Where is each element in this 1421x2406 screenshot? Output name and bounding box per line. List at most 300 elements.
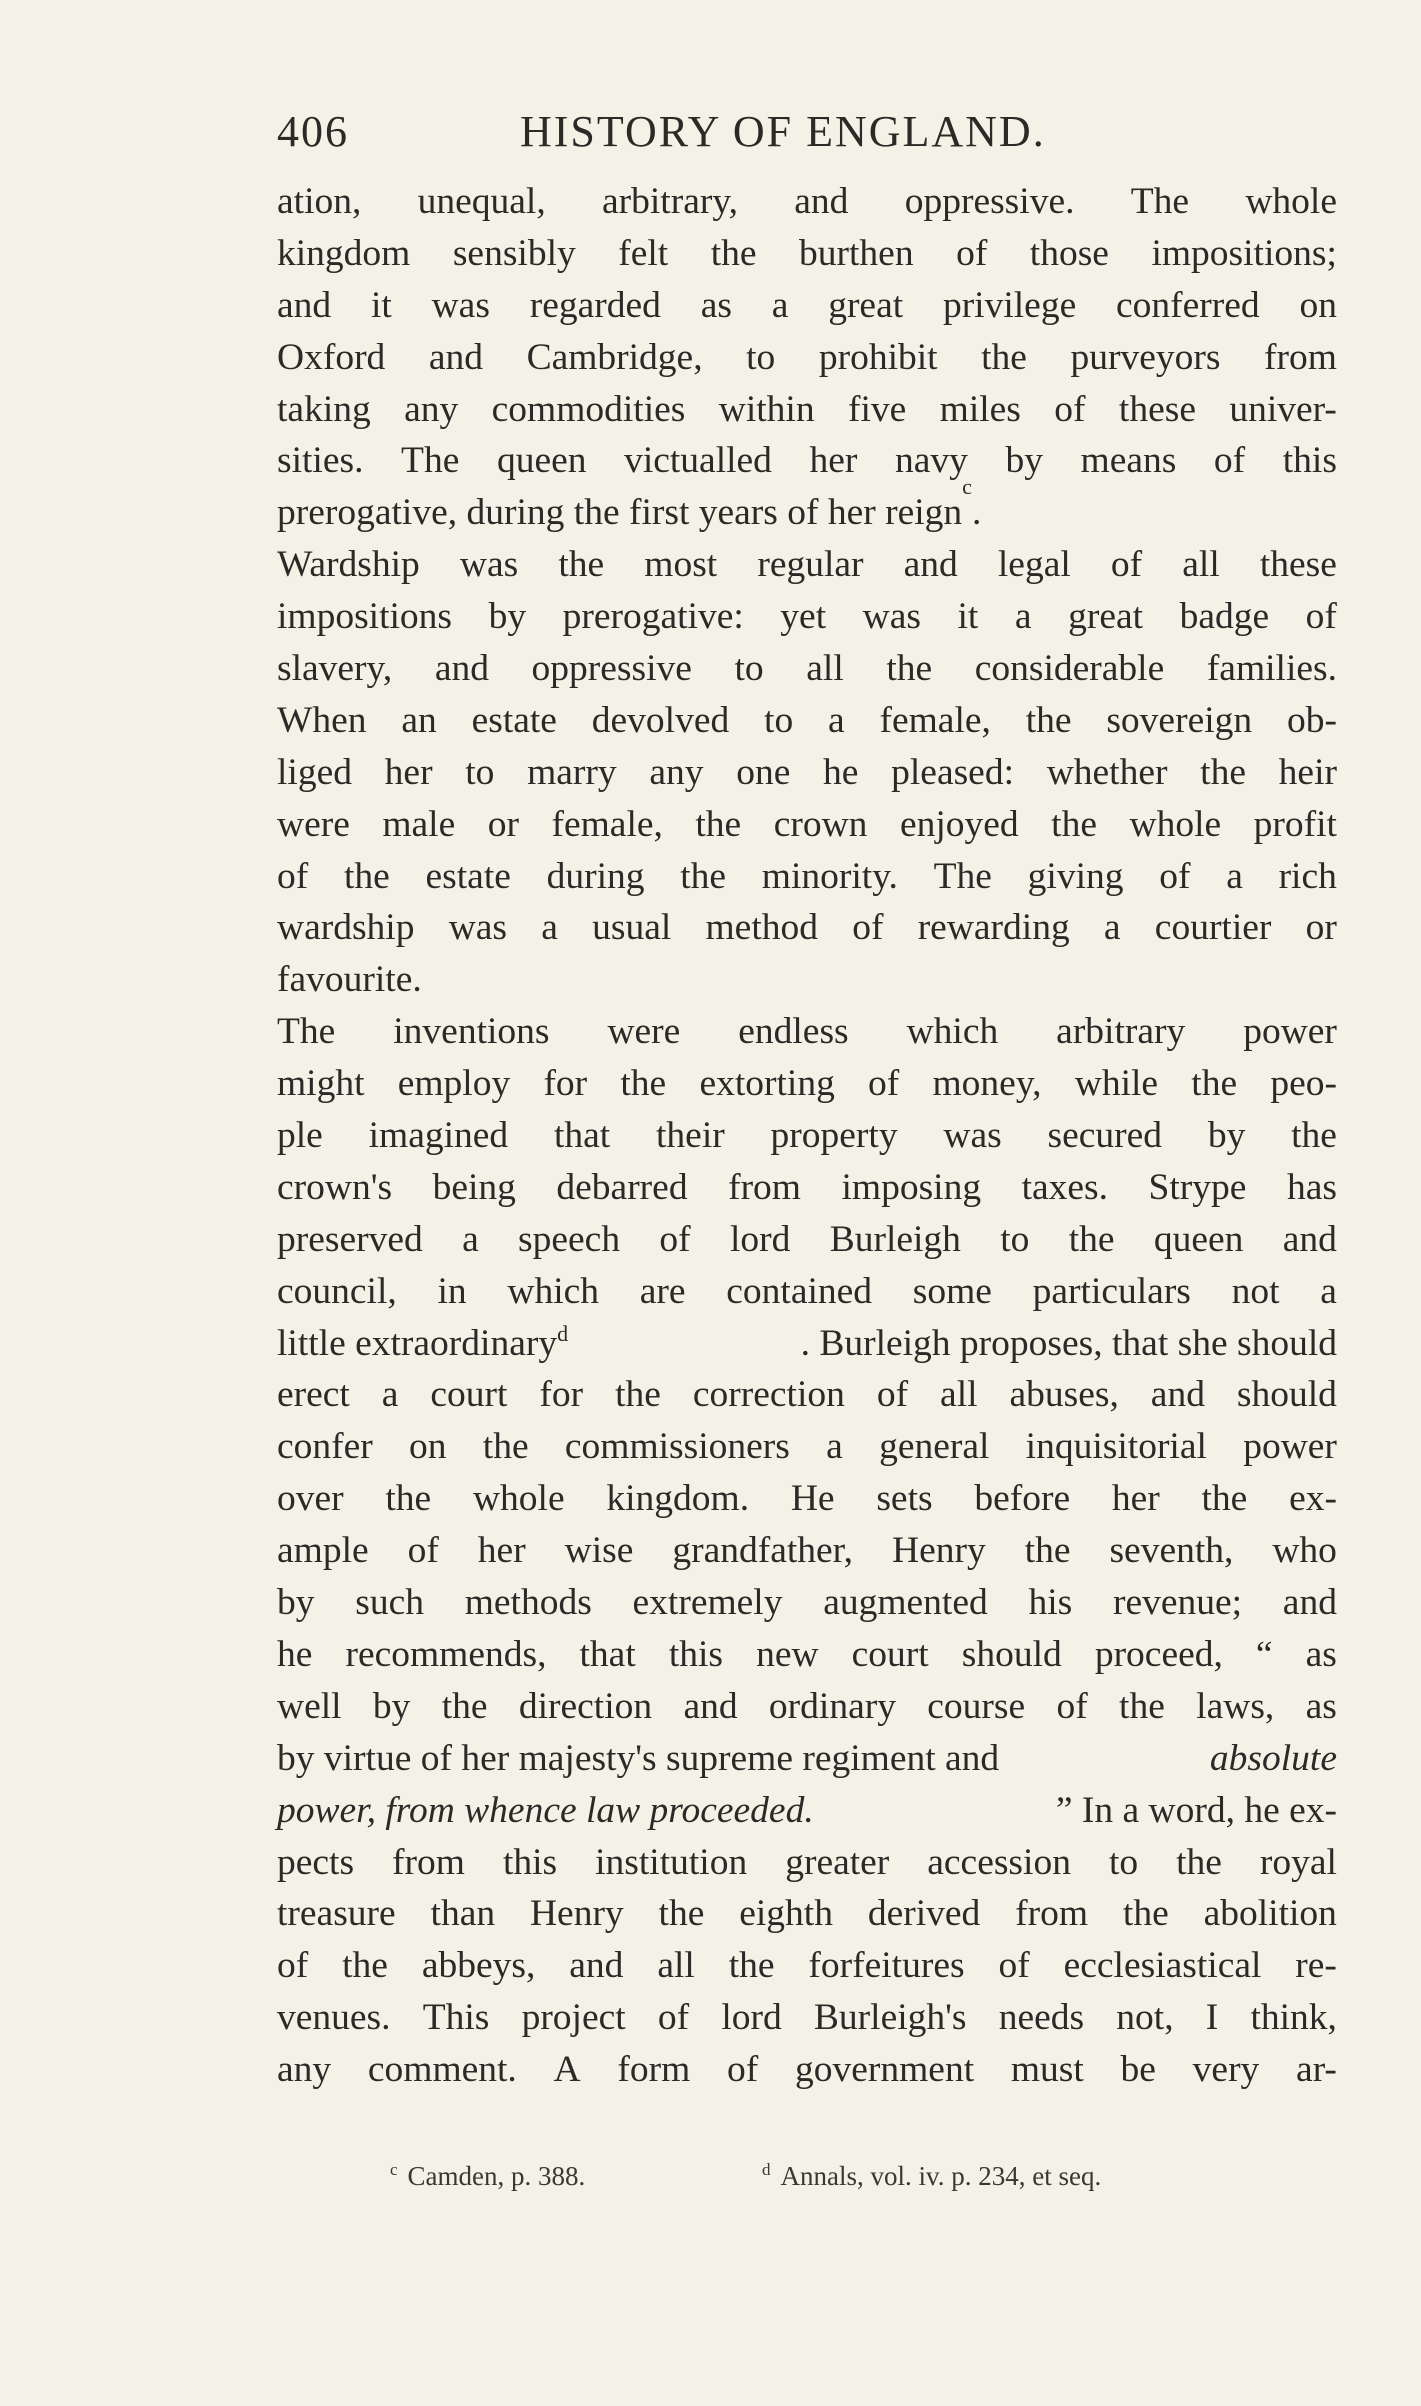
word: a [541,907,558,949]
word: by [1005,440,1043,482]
word: Cambridge, [526,336,703,378]
word: was [448,907,508,949]
text-line [277,747,1337,799]
word: ar- [1296,2049,1337,2091]
word: grandfather, [672,1530,854,1572]
word: of [1305,596,1337,638]
word: heir [1278,751,1337,793]
word: prerogative: [562,596,744,638]
word: Henry [529,1893,624,1935]
word: any [404,388,459,430]
word: considerable [974,648,1165,690]
running-head: HISTORY OF ENGLAND. [520,107,1046,156]
word: of [998,1945,1030,1987]
word: slavery, [277,648,393,690]
word: or [487,803,519,845]
word: yet [780,596,827,638]
word: devolved [591,699,730,741]
word: being [432,1166,516,1208]
word: the [615,1374,661,1416]
word: within [718,388,815,430]
word: legal [997,544,1071,586]
word: course [927,1685,1026,1727]
word: are [639,1270,686,1312]
text-line [277,1940,1337,1992]
word: male [382,803,456,845]
word: a [462,1218,479,1260]
text-span [277,1318,568,1370]
word: enjoyed [899,803,1019,845]
word: imposing [841,1166,982,1208]
word: any [277,2049,332,2091]
word: families. [1206,648,1337,690]
text-line [277,1681,1337,1733]
word: it [957,596,979,638]
word: When [277,699,367,741]
word: Wardship [277,544,420,586]
word: felt [618,232,669,274]
word: correction [692,1374,845,1416]
word: liged [277,751,352,793]
word: method [705,907,818,949]
word: of [1056,1685,1088,1727]
word: the [482,1426,529,1468]
word: victualled [624,440,772,482]
text-line [277,332,1337,384]
word: univer- [1229,388,1337,430]
word: that [553,1115,611,1157]
word: prohibit [818,336,938,378]
word: sities. [277,440,364,482]
word: and [569,1945,624,1987]
word: The [401,440,460,482]
word: whole [472,1478,565,1520]
word: and [1282,1582,1337,1624]
word: were [607,1011,681,1053]
word: giving [1027,855,1124,897]
word: all [1182,544,1220,586]
word: the [620,1063,667,1105]
word: the [1191,1063,1238,1105]
word: sovereign [1106,699,1253,741]
word: has [1286,1166,1337,1208]
word: must [1010,2049,1084,2091]
word: ordinary [768,1685,896,1727]
text-span: prerogative, during the first years of her reign [277,492,963,534]
word: of [1213,440,1246,482]
word: augmented [823,1582,988,1624]
word: this [668,1633,723,1675]
word: extremely [632,1582,783,1624]
word: before [974,1478,1071,1520]
word: as [700,284,732,326]
word: revenue; [1112,1582,1243,1624]
word: all [806,648,844,690]
word: in [437,1270,467,1312]
page-header [277,102,1103,162]
word: the [1176,1841,1222,1883]
word: needs [998,1997,1085,2039]
text-line [277,643,1337,695]
word: from [392,1841,465,1883]
word: power [1243,1011,1337,1053]
word: the [1119,1685,1165,1727]
word: the [981,336,1027,378]
word: and [1282,1218,1337,1260]
word: a [1014,596,1032,638]
text-line [277,228,1337,280]
text-line [277,1110,1337,1162]
text-line [277,280,1337,332]
word: as [1305,1685,1337,1727]
word: from [1015,1893,1089,1935]
word: the [441,1685,488,1727]
word: ple [277,1115,323,1157]
word: the [1024,1530,1071,1572]
word: miles [939,388,1021,430]
word: all [657,1945,695,1987]
text-line [277,435,1337,487]
word: any [649,751,704,793]
word: pects [277,1841,355,1883]
word: during [546,855,645,897]
footnote-text: Annals, vol. iv. p. 234, et seq. [780,2161,1102,2191]
word: this [1282,440,1337,482]
text-line [277,1525,1337,1577]
word: abbeys, [421,1945,536,1987]
text-line [277,1162,1337,1214]
word: her [809,440,858,482]
word: The [277,1011,336,1053]
word: the [558,544,605,586]
word: which [906,1011,999,1053]
word: by [277,1582,315,1624]
word: regarded [529,284,661,326]
text-line [277,1992,1337,2044]
word: as [1305,1633,1337,1675]
word: institution [595,1841,748,1883]
word: to [465,751,495,793]
word: the [1025,699,1072,741]
word: forfeitures [808,1945,965,1987]
text-line [277,591,1337,643]
word: ob- [1286,699,1337,741]
word: privilege [942,284,1077,326]
footnotes [390,2156,1290,2196]
word: five [847,388,907,430]
word: of [1159,855,1191,897]
word: was [459,544,519,586]
word: Henry [892,1530,986,1572]
word: recommends, [345,1633,547,1675]
text-line [277,695,1337,747]
word: and [903,544,958,586]
word: from [1264,336,1337,378]
body-text [277,176,1337,2096]
word: of [876,1374,909,1416]
word: of [868,1063,900,1105]
text-line [277,384,1337,436]
word: ample [277,1530,369,1572]
word: seventh, [1109,1530,1234,1572]
word: for [543,1063,588,1105]
word: queen [496,440,587,482]
text-line [277,1785,1337,1837]
word: on [409,1426,447,1468]
text-line [277,1629,1337,1681]
text-line [277,1214,1337,1266]
word: her [477,1530,526,1572]
text-line [277,1318,1337,1370]
word: to [746,336,776,378]
word: particulars [1032,1270,1191,1312]
word: on [1299,284,1337,326]
word: purveyors [1070,336,1221,378]
word: not [1231,1270,1280,1312]
word: these [1118,388,1196,430]
word: secured [1047,1115,1163,1157]
word: abuses, [1009,1374,1119,1416]
text-span: little extraordinary [277,1322,558,1364]
word: speech [518,1218,621,1260]
text-line [277,799,1337,851]
word: he [277,1633,313,1675]
word: her [384,751,433,793]
word: Strype [1148,1166,1247,1208]
word: crown's [277,1166,393,1208]
word: whole [1245,181,1337,222]
word: was [862,596,921,638]
word: a [826,1426,843,1468]
word: by [372,1685,411,1727]
word: general [879,1426,990,1468]
word: of [1054,388,1086,430]
italic-text: power, from whence law proceeded. [277,1789,814,1831]
word: marry [527,751,617,793]
word: oppressive [531,648,692,690]
word: the [1122,1893,1169,1935]
text-line [277,902,1337,954]
word: most [644,544,718,586]
text-line [277,851,1337,903]
word: direction [518,1685,653,1727]
word: might [277,1063,365,1105]
word: rewarding [917,907,1070,949]
word: of [852,907,884,949]
word: project [521,1997,626,2039]
word: regular [757,544,864,586]
text-line [277,474,1337,539]
word: their [656,1115,725,1157]
word: confer [277,1426,373,1468]
word: a [381,1374,399,1416]
word: power [1243,1426,1337,1468]
word: or [1305,907,1337,949]
word: wise [564,1530,634,1572]
word: oppressive. [904,181,1075,222]
word: that [579,1633,636,1675]
word: should [1236,1374,1337,1416]
text-line [277,539,1337,591]
word: government [795,2049,975,2091]
word: not, [1116,1997,1174,2039]
word: kingdom [277,232,411,274]
word: arbitrary, [601,181,739,222]
word: estate [471,699,557,741]
word: the [1200,751,1246,793]
text-line [277,2044,1337,2096]
word: well [277,1685,342,1727]
word: ation, [277,181,362,222]
word: crown [773,803,868,845]
word: of [1110,544,1143,586]
word: and [434,648,489,690]
word: pleased: [891,751,1014,793]
footnote-c [390,2156,585,2196]
word: over [277,1478,344,1520]
word: female, [879,699,991,741]
word: impositions [277,596,453,638]
word: was [943,1115,1002,1157]
word: was [431,284,490,326]
text-span: by virtue of her majesty's supreme regiment and [277,1737,1000,1779]
word: of [659,1218,691,1260]
word: lord [721,1997,782,2039]
word: the [342,1945,388,1987]
word: erect [277,1374,350,1416]
word: A [553,2049,581,2091]
word: and [794,181,849,222]
word: such [355,1582,424,1624]
word: his [1028,1582,1073,1624]
word: minority. [761,855,898,897]
italic-text: absolute [1209,1737,1337,1779]
word: great [828,284,904,326]
word: wardship [277,907,415,949]
word: estate [425,855,511,897]
word: arbitrary [1056,1011,1186,1053]
word: which [507,1270,600,1312]
word: the [343,855,390,897]
word: court [851,1633,929,1675]
footnote-ref-c: c [962,474,972,500]
text-line [277,1837,1337,1889]
word: from [728,1166,801,1208]
word: council, [277,1270,397,1312]
word: He [790,1478,835,1520]
word: of [657,1997,690,2039]
word: the [658,1893,705,1935]
word: impositions; [1151,232,1337,274]
word: taking [277,388,371,430]
word: should [961,1633,1062,1675]
text-line [277,1473,1337,1525]
word: commodities [491,388,686,430]
word: The [933,855,992,897]
word: unequal, [417,181,546,222]
word: and [428,336,484,378]
word: burthen [799,232,914,274]
word: the [695,803,742,845]
word: than [430,1893,496,1935]
text-span: ” In a word, he ex- [1055,1789,1337,1831]
word: form [617,2049,691,2091]
word: to [1000,1218,1030,1260]
word: kingdom. [606,1478,750,1520]
word: her [1111,1478,1160,1520]
word: of [277,1945,309,1987]
word: a [1103,907,1121,949]
word: conferred [1116,284,1260,326]
word: and [277,284,332,326]
word: methods [464,1582,592,1624]
word: courtier [1154,907,1272,949]
word: proceed, [1094,1633,1223,1675]
word: this [502,1841,558,1883]
word: queen [1153,1218,1244,1260]
word: extorting [699,1063,835,1105]
word: all [940,1374,978,1416]
word: property [770,1115,898,1157]
word: derived [867,1893,981,1935]
word: female, [551,803,663,845]
word: an [401,699,437,741]
word: of [407,1530,439,1572]
word: the [1291,1115,1337,1157]
text-span: . Burleigh proposes, that she should [800,1322,1337,1364]
word: the [1051,803,1097,845]
word: contained [726,1270,873,1312]
word: the [886,648,933,690]
word: it [370,284,392,326]
word: a [1320,1270,1337,1312]
footnote-text: Camden, p. 388. [407,2161,586,2191]
text-line: favourite. [277,959,422,1001]
word: abolition [1203,1893,1337,1935]
text-line [277,1421,1337,1473]
word: some [912,1270,992,1312]
word: venues. [277,1997,391,2039]
word: profit [1253,803,1337,845]
word: those [1029,232,1109,274]
word: of [727,2049,759,2091]
text-line [277,1006,1337,1058]
word: The [1130,181,1190,222]
word: very [1192,2049,1260,2091]
word: peo- [1270,1063,1337,1105]
word: think, [1250,1997,1337,2039]
word: ecclesiastical [1063,1945,1262,1987]
word: This [422,1997,490,2039]
word: for [539,1374,584,1416]
word: by [1207,1115,1246,1157]
word: treasure [277,1893,396,1935]
word: new [756,1633,819,1675]
word: ex- [1289,1478,1337,1520]
word: accession [927,1841,1071,1883]
word: by [488,596,527,638]
word: of [956,232,988,274]
word: the [680,855,727,897]
word: sets [876,1478,933,1520]
text-span: . [971,492,982,534]
word: lord [729,1218,791,1260]
page-number: 406 [277,107,349,156]
word: a [771,284,789,326]
word: commissioners [564,1426,790,1468]
word: inquisitorial [1025,1426,1207,1468]
word: imagined [368,1115,509,1157]
